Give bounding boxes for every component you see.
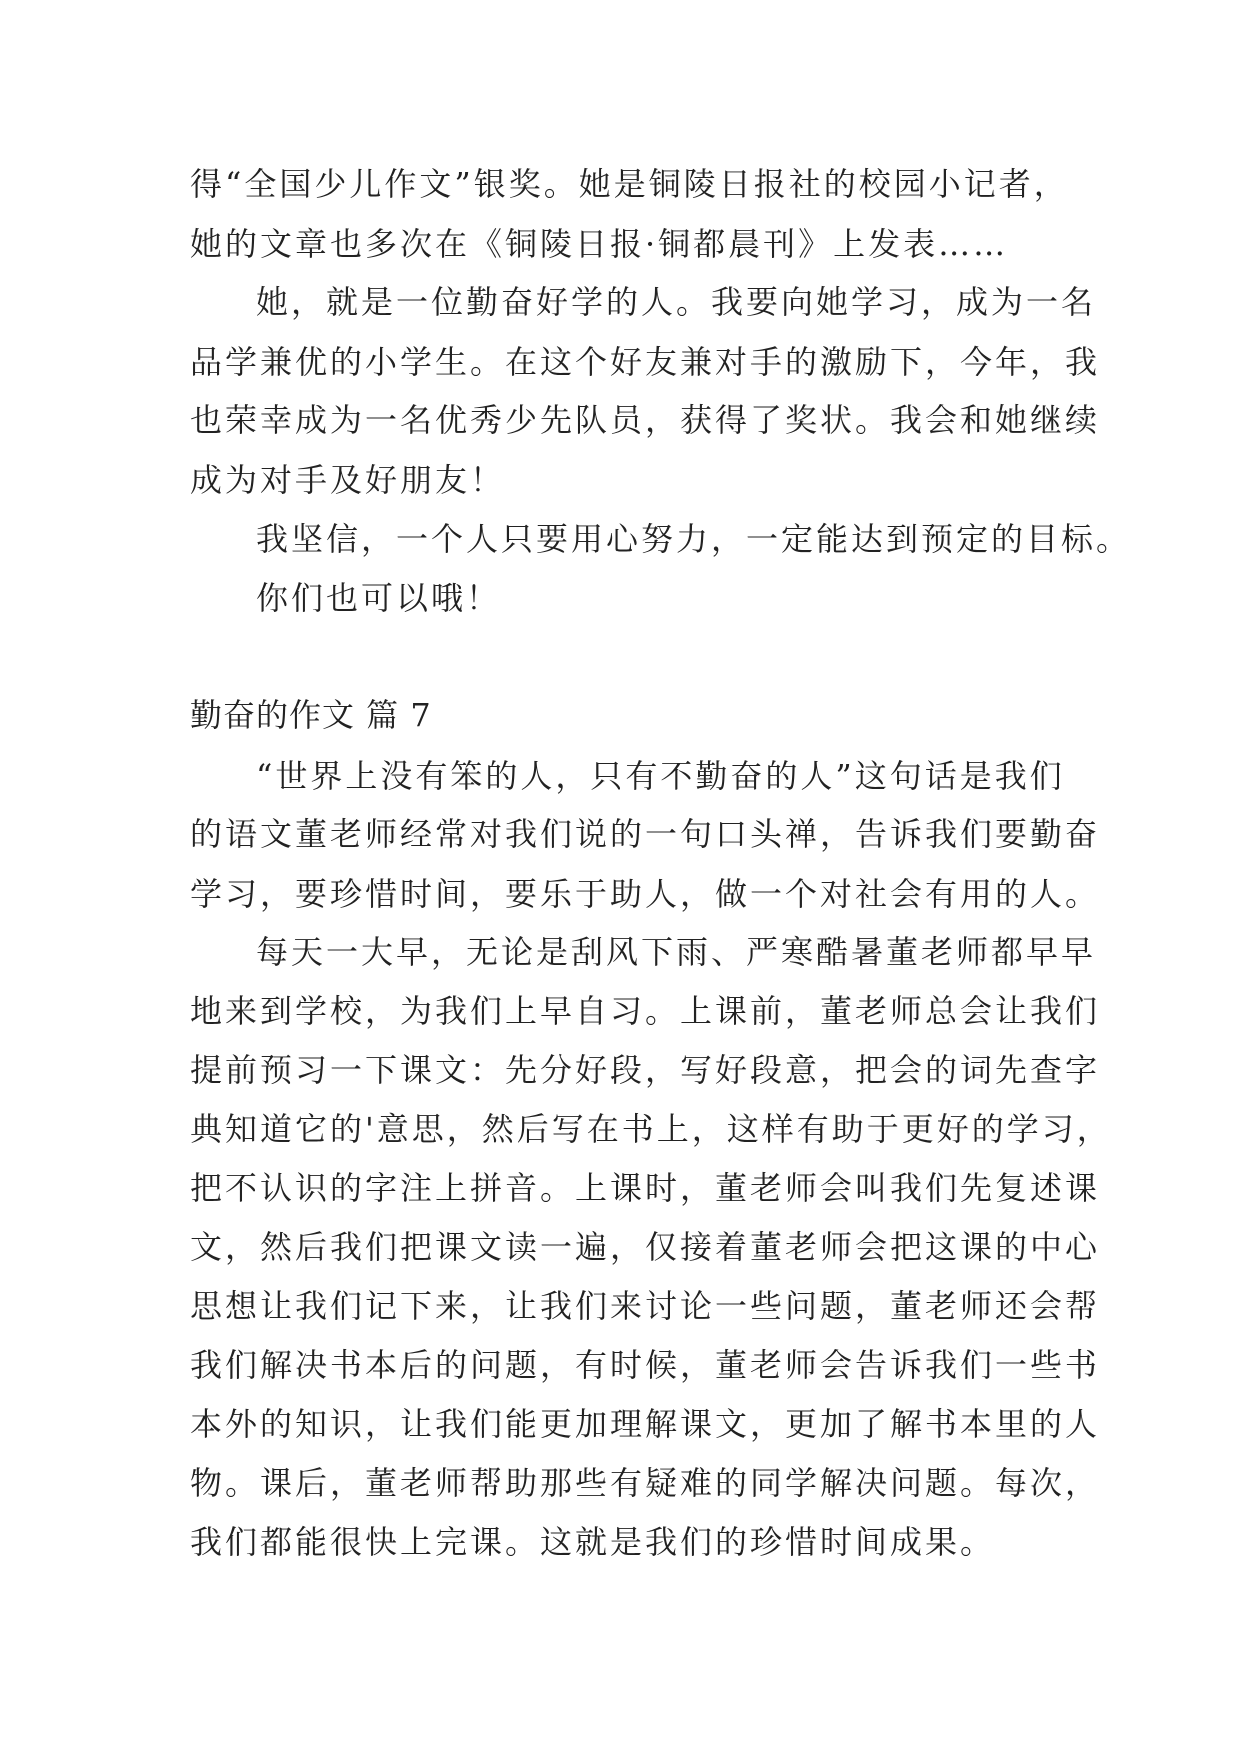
text-line: 的语文董老师经常对我们说的一句口头禅，告诉我们要勤奋 [190, 815, 1101, 853]
text-line: 我们都能很快上完课。这就是我们的珍惜时间成果。 [190, 1523, 996, 1561]
text-line: 地来到学校，为我们上早自习。上课前，董老师总会让我们 [190, 992, 1101, 1030]
text-line: 成为对手及好朋友！ [190, 461, 506, 499]
text-line: 提前预习一下课文：先分好段，写好段意，把会的词先查字 [190, 1051, 1101, 1089]
text-line: 典知道它的'意思，然后写在书上，这样有助于更好的学习， [190, 1110, 1112, 1148]
text-line: 品学兼优的小学生。在这个好友兼对手的激励下，今年，我 [190, 343, 1101, 381]
text-line: 文，然后我们把课文读一遍，仅接着董老师会把这课的中心 [190, 1228, 1101, 1266]
text-line: 她的文章也多次在《铜陵日报·铜都晨刊》上发表…… [190, 225, 1009, 263]
text-line: 你们也可以哦！ [256, 579, 502, 617]
text-line: 把不认识的字注上拼音。上课时，董老师会叫我们先复述课 [190, 1169, 1101, 1207]
text-line: 也荣幸成为一名优秀少先队员，获得了奖状。我会和她继续 [190, 401, 1101, 439]
text-line: 得“全国少儿作文”银奖。她是铜陵日报社的校园小记者， [190, 165, 1069, 203]
text-line: 每天一大早，无论是刮风下雨、严寒酷暑董老师都早早 [256, 933, 1097, 971]
text-line: 物。课后，董老师帮助那些有疑难的同学解决问题。每次， [190, 1464, 1101, 1502]
text-line: 思想让我们记下来，让我们来讨论一些问题，董老师还会帮 [190, 1287, 1101, 1325]
text-line: 本外的知识，让我们能更加理解课文，更加了解书本里的人 [190, 1405, 1101, 1443]
text-line: 我坚信，一个人只要用心努力，一定能达到预定的目标。 [256, 520, 1132, 558]
text-line: “世界上没有笨的人，只有不勤奋的人”这句话是我们 [256, 757, 1065, 795]
text-line: 她，就是一位勤奋好学的人。我要向她学习，成为一名 [256, 283, 1097, 321]
section-heading: 勤奋的作文 篇 7 [190, 696, 432, 734]
text-line: 学习，要珍惜时间，要乐于助人，做一个对社会有用的人。 [190, 875, 1101, 913]
text-line: 我们解决书本后的问题，有时候，董老师会告诉我们一些书 [190, 1346, 1101, 1384]
